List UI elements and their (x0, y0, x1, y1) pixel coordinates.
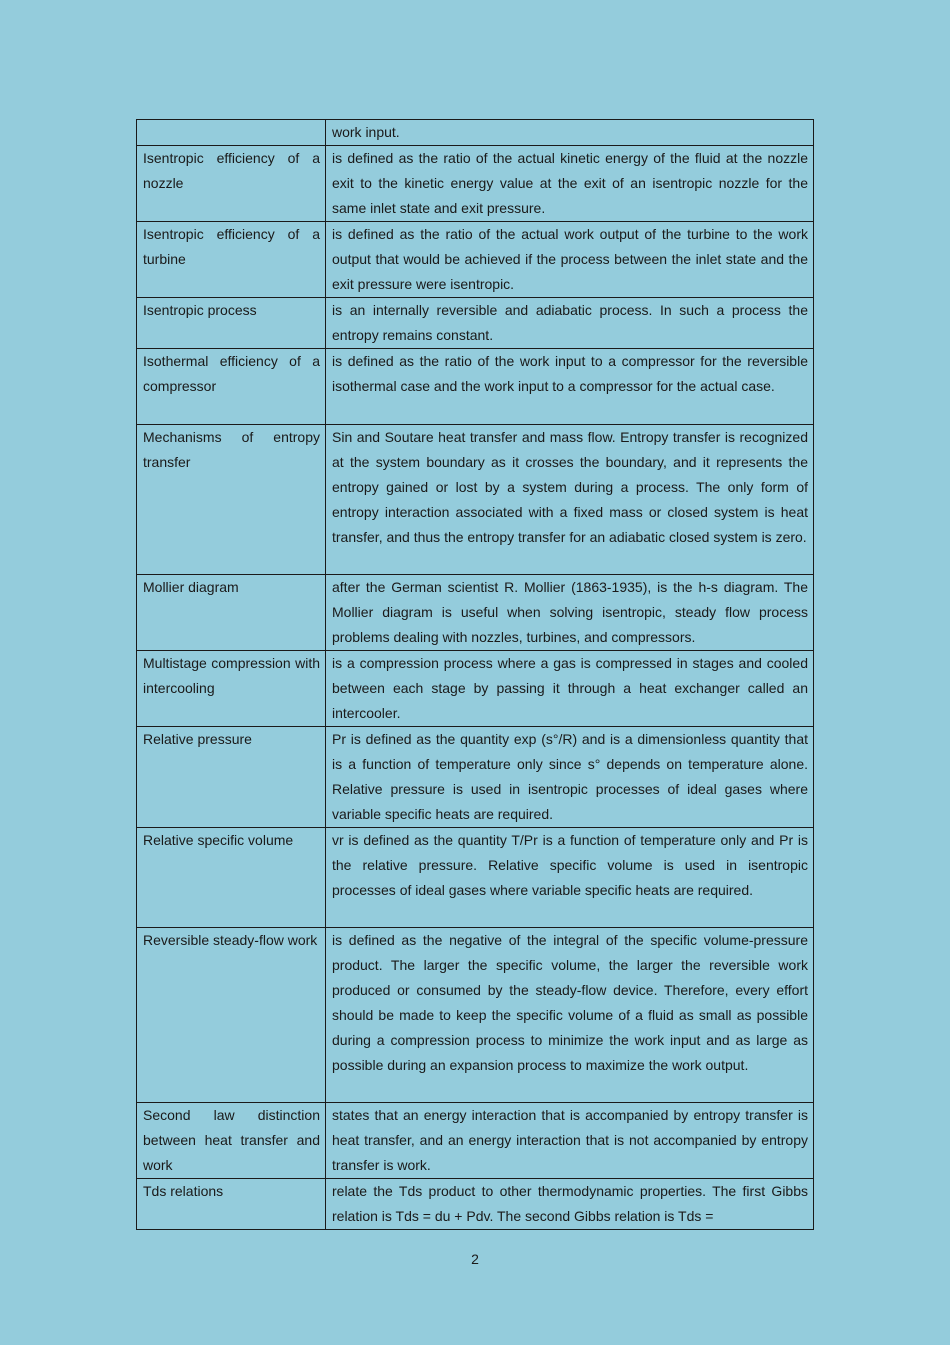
term-cell: Isentropic efficiency of a nozzle (137, 146, 326, 222)
term-cell: Mollier diagram (137, 575, 326, 651)
table-row (137, 828, 814, 928)
table-row (137, 349, 814, 425)
term-cell: Isentropic process (137, 298, 326, 349)
definition-cell: Sin and Soutare heat transfer and mass flow. Entropy transfer is recognized at the system boundary as it crosses the boundary, and it represents the entropy gained or lost by a system during a process. The only form of entropy interaction associated with a fixed mass or closed system is heat transfer, and thus the entropy transfer for an adiabatic closed system is zero. (326, 425, 814, 575)
table-row (137, 146, 814, 222)
definition-cell: vr is defined as the quantity T/Pr is a function of temperature only and Pr is the relative pressure. Relative specific volume is used in isentropic processes of ideal gases where variable specific heats are required. (326, 828, 814, 928)
definition-cell: states that an energy interaction that is accompanied by entropy transfer is heat transfer, and an energy interaction that is not accompanied by entropy transfer is work. (326, 1103, 814, 1179)
table-row (137, 727, 814, 828)
table-row (137, 425, 814, 575)
definition-cell: Pr is defined as the quantity exp (s°/R) and is a dimensionless quantity that is a function of temperature only since s° depends on temperature alone. Relative pressure is used in isentropic processes of ideal gases where variable specific heats are required. (326, 727, 814, 828)
table-row (137, 120, 814, 146)
table-row (137, 651, 814, 727)
term-cell: Second law distinction between heat transfer and work (137, 1103, 326, 1179)
definition-cell: is defined as the ratio of the work input to a compressor for the reversible isothermal case and the work input to a compressor for the actual case. (326, 349, 814, 425)
glossary-table (136, 119, 814, 1230)
definition-cell: is an internally reversible and adiabatic process. In such a process the entropy remains constant. (326, 298, 814, 349)
term-cell: Mechanisms of entropy transfer (137, 425, 326, 575)
term-cell (137, 120, 326, 146)
definition-cell: is defined as the ratio of the actual kinetic energy of the fluid at the nozzle exit to the kinetic energy value at the exit of an isentropic nozzle for the same inlet state and exit pressure. (326, 146, 814, 222)
page-number: 2 (471, 1251, 479, 1267)
table-row (137, 575, 814, 651)
definition-cell: work input. (326, 120, 814, 146)
table-row (137, 298, 814, 349)
definition-cell: after the German scientist R. Mollier (1863-1935), is the h-s diagram. The Mollier diagram is useful when solving isentropic, steady flow process problems dealing with nozzles, turbines, and compressors. (326, 575, 814, 651)
definition-cell: is a compression process where a gas is compressed in stages and cooled between each stage by passing it through a heat exchanger called an intercooler. (326, 651, 814, 727)
term-cell: Reversible steady-flow work (137, 928, 326, 1103)
term-cell: Multistage compression with intercooling (137, 651, 326, 727)
term-cell: Isentropic efficiency of a turbine (137, 222, 326, 298)
table-row (137, 222, 814, 298)
table-row (137, 1103, 814, 1179)
table-row (137, 928, 814, 1103)
term-cell: Isothermal efficiency of a compressor (137, 349, 326, 425)
term-cell: Relative specific volume (137, 828, 326, 928)
definition-cell: is defined as the negative of the integral of the specific volume-pressure product. The larger the specific volume, the larger the reversible work produced or consumed by the steady-flow device. Therefore, every effort should be made to keep the specific volume of a fluid as small as possible during a compression process to minimize the work input and as large as possible during an expansion process to maximize the work output. (326, 928, 814, 1103)
definition-cell: is defined as the ratio of the actual work output of the turbine to the work output that would be achieved if the process between the inlet state and the exit pressure were isentropic. (326, 222, 814, 298)
table-row (137, 1179, 814, 1230)
term-cell: Tds relations (137, 1179, 326, 1230)
definition-cell: relate the Tds product to other thermodynamic properties. The first Gibbs relation is Tds = du + Pdv. The second Gibbs relation is Tds = (326, 1179, 814, 1230)
term-cell: Relative pressure (137, 727, 326, 828)
